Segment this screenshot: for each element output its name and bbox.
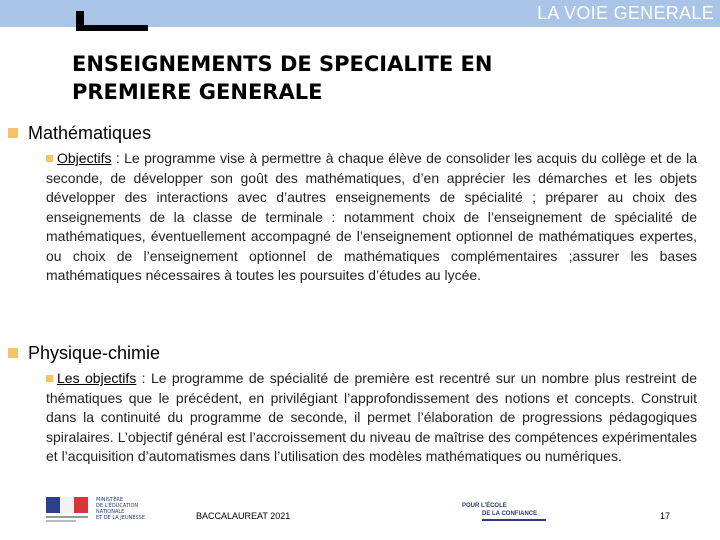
marianne-flag-icon — [44, 494, 90, 528]
paragraph-term: Les objectifs — [57, 370, 137, 386]
square-bullet-icon — [46, 155, 53, 162]
ministry-logo — [44, 494, 148, 528]
section-heading-text: Physique-chimie — [28, 343, 161, 363]
ecole-confiance-logo — [462, 503, 552, 525]
page-title-line2: PREMIERE GENERALE — [72, 80, 323, 104]
header-title: LA VOIE GENERALE — [537, 3, 714, 23]
square-bullet-icon — [46, 375, 53, 382]
section-heading-physique-chimie — [8, 342, 160, 364]
section-heading-mathematiques — [8, 122, 151, 144]
paragraph-text: : Le programme vise à permettre à chaque élève de consolider les acquis du collège et de la seconde, de développer son goût des mathématiques, d’en apprécier les démarches et les objets développer des interactions avec d’autres enseignements de spécialité ; préparer au choix des enseignements de la classe de terminale : notamment choix de l’enseignement de spécialité de mathématiques, éventuellement accompagné de l’enseignement optionnel de mathématiques expertes, ou choix de l’enseignement optionnel de mathématiques complémentaires ;assurer les bases mathématiques nécessaires à toutes les poursuites d’études au lycée. — [46, 150, 697, 283]
slogan-line1: POUR L'ÉCOLE — [462, 503, 507, 509]
ministry-line4: ET DE LA JEUNESSE — [96, 515, 146, 521]
section-paragraph-mathematiques — [46, 149, 697, 286]
slogan-line2: DE LA CONFIANCE — [482, 511, 538, 517]
ministry-line1: MINISTÈRE — [96, 497, 124, 503]
corner-bracket-icon — [76, 11, 148, 31]
page-title-line1: ENSEIGNEMENTS DE SPECIALITE EN — [72, 52, 493, 76]
square-bullet-icon — [8, 128, 18, 138]
footer-center-text: BACCALAUREAT 2021 — [196, 511, 291, 521]
ministry-line2: DE L'ÉDUCATION — [96, 503, 139, 509]
section-paragraph-physique-chimie — [46, 369, 697, 467]
page-title — [72, 50, 672, 106]
paragraph-term: Objectifs — [57, 150, 112, 166]
ministry-line3: NATIONALE — [96, 509, 125, 515]
section-heading-text: Mathématiques — [28, 123, 152, 143]
square-bullet-icon — [8, 348, 18, 358]
page-number: 17 — [660, 511, 671, 521]
paragraph-text: : Le programme de spécialité de première est recentré sur un nombre plus restreint de thématiques que le précédent, en privilégiant l’approfondissement des notions et concepts. Construit dans la continuité du programme de seconde, il permet l’élaboration de progressions pédagogiques spiralaires. L’objectif général est l’accroissement du niveau de maîtrise des compétences expérimentales et l’acquisition d’automatismes dans l’utilisation des modèles mathématiques ou numériques. — [46, 370, 697, 464]
